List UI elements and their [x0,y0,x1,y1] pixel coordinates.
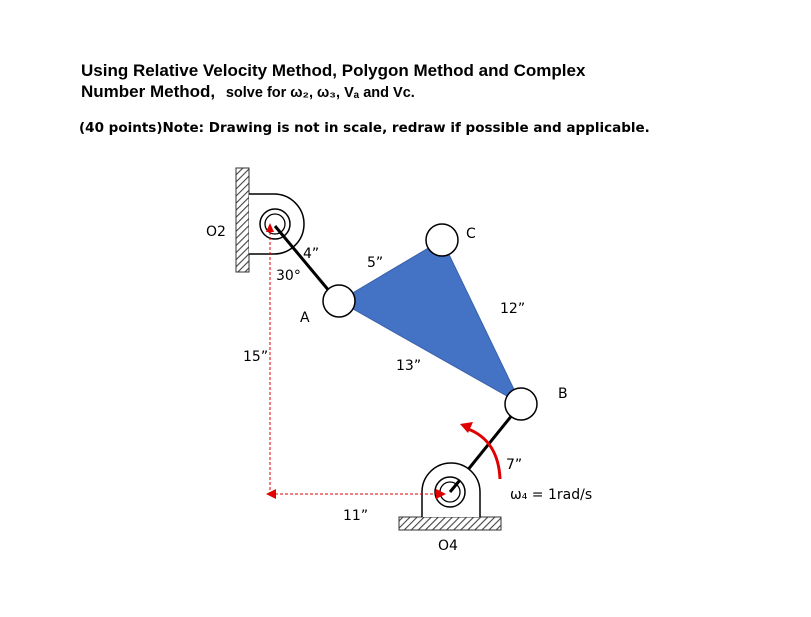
ground-wall-o2 [236,168,249,272]
problem-title-line2-bold: Number Method, [81,82,216,101]
label-angle: 30° [276,268,301,284]
label-length-o2a: 4” [303,246,320,262]
label-joint-a: A [300,310,310,326]
label-o2: O2 [206,224,226,240]
problem-title-line2-rest: solve for ω₂, ω₃, Vₐ and Vᴄ. [225,85,415,101]
label-length-bc: 12” [500,301,526,317]
joint-a [323,285,355,317]
joint-c [426,224,458,256]
label-horizontal-offset: 11” [343,508,369,524]
label-vertical-offset: 15” [243,349,269,365]
problem-title-line1: Using Relative Velocity Method, Polygon Method and Complex [81,61,586,80]
label-joint-c: C [466,226,476,242]
label-length-ab: 13” [396,358,422,374]
joint-b [505,388,537,420]
label-omega4: ω₄ = 1rad/s [510,487,593,503]
label-length-ac: 5” [367,255,384,271]
problem-note: (40 points)Note: Drawing is not in scale, redraw if possible and applicable. [79,120,650,136]
label-o4: O4 [438,538,458,554]
label-length-o4b: 7” [506,457,523,473]
dim-arrow-left-icon [266,489,276,499]
label-joint-b: B [558,386,568,402]
ground-floor-o4 [399,517,501,530]
